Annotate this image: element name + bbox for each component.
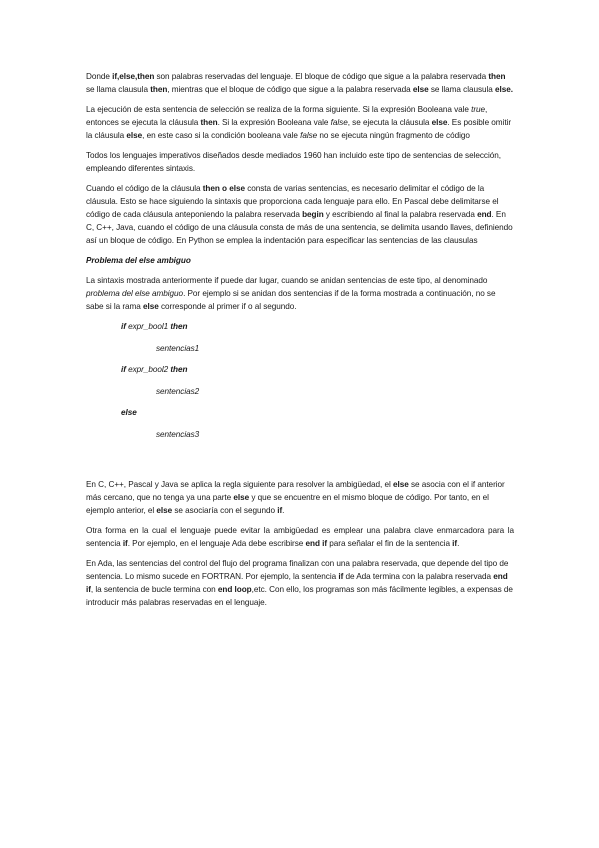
text-run: , la sentencia de bucle termina con <box>90 584 218 594</box>
code-keyword: then <box>170 322 188 331</box>
code-line: sentencias3 <box>156 429 200 439</box>
text-run: ,etc. Con ello, los programas son más fácilmente legibles, a expensas de introducir más palabras reservadas en el lenguaje. <box>86 584 513 607</box>
keyword: else <box>412 85 429 94</box>
keyword: else <box>431 118 448 127</box>
code-line <box>86 320 514 342</box>
text-run: En C, C++, Pascal y Java se aplica la regla siguiente para resolver la ambigüedad, el <box>86 479 393 489</box>
text-run: Otra forma en la cual el lenguaje puede evitar la ambigüedad es emplear una palabra clave enmarcadora para la sentencia <box>86 525 514 548</box>
text-run: se asociaría con el segundo <box>172 505 278 515</box>
keyword: then o else <box>202 184 245 193</box>
text-run: , mientras que el bloque de código que sigue a la palabra reservada <box>167 85 413 94</box>
keyword: end if <box>305 538 328 548</box>
text-run: no se ejecuta ningún fragmento de código <box>317 131 470 140</box>
code-line: sentencias2 <box>156 386 200 396</box>
text-run: . Por ejemplo, en el lenguaje Ada debe escribirse <box>127 538 306 548</box>
code-keyword: then <box>170 365 188 375</box>
text-run: La sintaxis mostrada anteriormente if puede dar lugar, cuando se anidan sentencias de este tipo, al denominado <box>86 276 488 285</box>
text-run: . En C, C++, Java, cuando el código de una cláusula consta de más de una sentencia, se delimita usando llaves, definiendo así un bloque de código. En Python se emplea la indentación para especificar las sentencias de las clausulas <box>86 210 513 245</box>
keyword: if <box>122 538 128 548</box>
code-text: expr_bool2 <box>125 365 171 375</box>
text-run: . Por ejemplo si se anidan dos sentencias if de la forma mostrada a continuación, no se sabe si la rama <box>86 289 496 311</box>
code-text: expr_bool1 <box>125 322 171 331</box>
code-keyword: if <box>121 365 126 375</box>
text-run: son palabras reservadas del lenguaje. El bloque de código que sigue a la palabra reservada <box>154 72 489 81</box>
keyword: end if <box>86 571 508 594</box>
text-run: para señalar el fin de la sentencia <box>327 538 453 548</box>
text-run: de Ada termina con la palabra reservada <box>343 571 494 581</box>
keyword: else <box>143 302 159 311</box>
keyword: begin <box>302 210 324 219</box>
text-run: y escribiendo al final la palabra reservada <box>323 210 478 219</box>
text-run: corresponde al primer if o al segundo. <box>158 302 297 311</box>
text-run: se asocia con el if anterior más cercano, que no tenga ya una parte <box>86 479 505 502</box>
keyword: else <box>393 479 409 489</box>
text-run: La ejecución de esta sentencia de selección se realiza de la forma siguiente. Si la expresión Booleana vale <box>86 105 472 114</box>
text-run: se llama clausula <box>428 85 496 94</box>
code-example <box>86 320 514 450</box>
code-line: else <box>121 408 137 418</box>
paragraph-4 <box>86 182 514 247</box>
paragraph-3: Todos los lenguajes imperativos diseñados desde mediados 1960 han incluido este tipo de sentencias de selección, empleando diferentes sintaxis. <box>86 151 501 173</box>
document-body <box>86 70 514 616</box>
keyword: if,else,then <box>112 72 155 81</box>
keyword: else <box>126 131 143 140</box>
text-run: y que se encuentre en el mismo bloque de código. Por tanto, en el ejemplo anterior, el <box>86 492 489 515</box>
emphasis: false <box>330 118 348 127</box>
section-heading: Problema del else ambiguo <box>86 256 191 265</box>
text-run: consta de varias sentencias, es necesario delimitar el código de la cláusula. Esto se hace siguiendo la sintaxis que proporciona cada lenguaje para ello. En Pascal debe delimitarse el código de cada cláusula anteponiendo la palabra reservada <box>86 184 499 219</box>
keyword: end loop <box>217 584 252 594</box>
code-line <box>86 363 514 385</box>
paragraph-6 <box>86 478 514 517</box>
keyword: then <box>488 72 506 81</box>
text-run: , se ejecuta la cláusula <box>347 118 432 127</box>
text-run: , entonces se ejecuta la cláusula <box>86 105 488 127</box>
code-line: sentencias1 <box>156 343 200 353</box>
keyword: if <box>277 505 283 515</box>
text-run: se llama clausula <box>86 85 151 94</box>
paragraph-1 <box>86 70 514 96</box>
code-keyword: if <box>121 322 126 331</box>
emphasis: false <box>300 131 318 140</box>
text-run: . <box>282 505 285 515</box>
paragraph-7 <box>86 524 514 550</box>
paragraph-2 <box>86 103 514 142</box>
keyword: end <box>477 210 492 219</box>
keyword: if <box>338 571 344 581</box>
keyword: else. <box>495 85 513 94</box>
text-run: En Ada, las sentencias del control del flujo del programa finalizan con una palabra reservada, que depende del tipo de sentencia. Lo mismo sucede en FORTRAN. Por ejemplo, la sentencia <box>86 558 509 581</box>
text-run: , en este caso si la condición booleana vale <box>142 131 301 140</box>
keyword: then <box>200 118 218 127</box>
text-run: . Si la expresión Booleana vale <box>217 118 331 127</box>
emphasis: true <box>471 105 486 114</box>
text-run: . <box>457 538 460 548</box>
keyword: else <box>156 505 173 515</box>
paragraph-8 <box>86 557 514 609</box>
keyword: if <box>452 538 458 548</box>
text-run: . Es posible omitir la cláusula <box>86 118 512 140</box>
text-run: Cuando el código de la cláusula <box>86 184 203 193</box>
emphasis: problema del else ambiguo <box>86 289 184 298</box>
keyword: else <box>233 492 250 502</box>
paragraph-5 <box>86 274 514 313</box>
keyword: then <box>150 85 168 94</box>
text-run: Donde <box>86 72 113 81</box>
